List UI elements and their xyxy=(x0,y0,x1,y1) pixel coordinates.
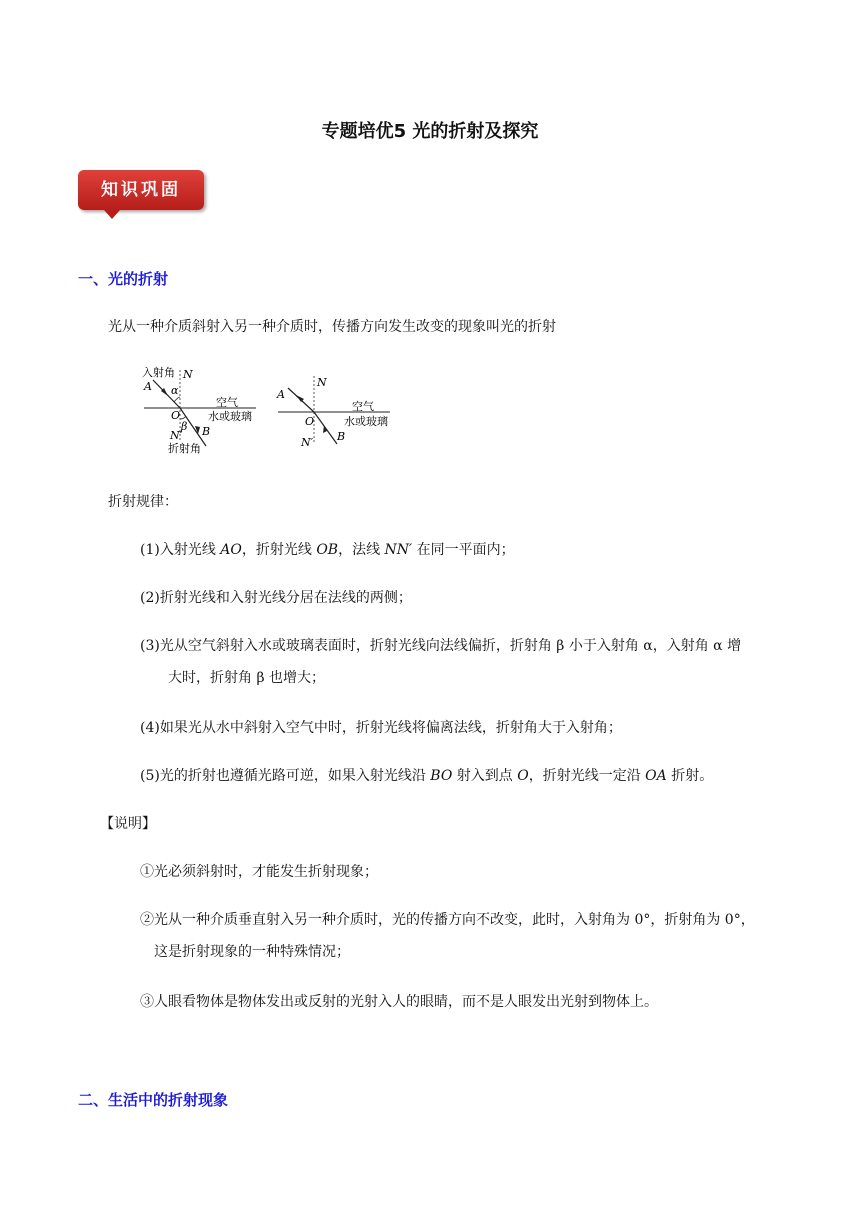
label-N: N xyxy=(183,368,193,381)
rule-1-text: (1)入射光线 xyxy=(140,542,221,558)
label-N-prime-right: N′ xyxy=(301,436,314,449)
note-3: ③人眼看物体是物体发出或反射的光射入人的眼睛，而不是人眼发出光射到物体上。 xyxy=(140,994,658,1010)
label-refraction-angle: 折射角 xyxy=(168,442,201,455)
section-badge: 知识巩固 xyxy=(78,170,204,210)
label-water-right: 水或玻璃 xyxy=(344,415,388,428)
rule-5-text: ，折射光线一定沿 xyxy=(528,768,646,784)
label-A-right: A xyxy=(277,388,285,401)
rules-heading: 折射规律： xyxy=(108,494,178,510)
label-incident-angle: 入射角 xyxy=(142,366,175,379)
page-title: 专题培优5 光的折射及探究 xyxy=(321,121,539,142)
label-O-right: O xyxy=(305,415,315,428)
note-2-line-2: 这是折射现象的一种特殊情况； xyxy=(154,944,350,960)
rule-2: (2)折射光线和入射光线分居在法线的两侧； xyxy=(140,590,412,606)
rule-4: (4)如果光从水中斜射入空气中时，折射光线将偏离法线，折射角大于入射角； xyxy=(140,720,622,736)
var-OA: OA xyxy=(645,768,667,784)
rule-5 xyxy=(140,766,713,786)
rule-1 xyxy=(140,540,515,560)
label-air: 空气 xyxy=(216,396,238,409)
rule-1-text: ，折射光线 xyxy=(241,542,317,558)
note-1: ①光必须斜射时，才能发生折射现象； xyxy=(140,864,378,880)
label-B: B xyxy=(202,425,211,438)
note-heading: 【说明】 xyxy=(100,816,156,832)
section-heading-everyday-refraction: 二、生活中的折射现象 xyxy=(78,1091,229,1109)
var-OB: OB xyxy=(316,542,339,558)
diagram-left xyxy=(142,365,256,455)
section-heading-refraction: 一、光的折射 xyxy=(78,270,169,288)
var-O: O xyxy=(517,768,529,784)
rule-1-text: 在同一平面内； xyxy=(412,542,515,558)
badge-pointer xyxy=(104,210,120,219)
note-2-line-1: ②光从一种介质垂直射入另一种介质时，光的传播方向不改变，此时，入射角为 0°，折射角为 0°， xyxy=(140,912,755,928)
rule-3-line-2: 大时，折射角 β 也增大； xyxy=(168,670,325,686)
rule-5-text: (5)光的折射也遵循光路可逆，如果入射光线沿 xyxy=(140,768,431,784)
refraction-diagram xyxy=(138,364,408,460)
label-A: A xyxy=(144,380,152,393)
var-NN: NN′ xyxy=(384,542,413,558)
label-air-right: 空气 xyxy=(352,400,374,413)
var-BO: BO xyxy=(430,768,453,784)
rule-5-text: 折射。 xyxy=(666,768,714,784)
rule-5-text: 射入到点 xyxy=(452,768,518,784)
label-O: O xyxy=(171,409,181,422)
label-N-right: N xyxy=(317,376,327,389)
var-AO: AO xyxy=(220,542,242,558)
label-N-prime: N′ xyxy=(170,429,183,442)
label-alpha: α xyxy=(171,384,179,397)
label-water: 水或玻璃 xyxy=(208,410,252,423)
diagram-right xyxy=(276,376,390,449)
rule-3-line-1: (3)光从空气斜射入水或玻璃表面时，折射光线向法线偏折，折射角 β 小于入射角 α，入射角 α 增 xyxy=(140,638,742,654)
intro-text: 光从一种介质斜射入另一种介质时，传播方向发生改变的现象叫光的折射 xyxy=(108,319,556,335)
label-beta: β xyxy=(181,420,188,433)
rule-1-text: ，法线 xyxy=(338,542,385,558)
label-B-right: B xyxy=(337,430,346,443)
